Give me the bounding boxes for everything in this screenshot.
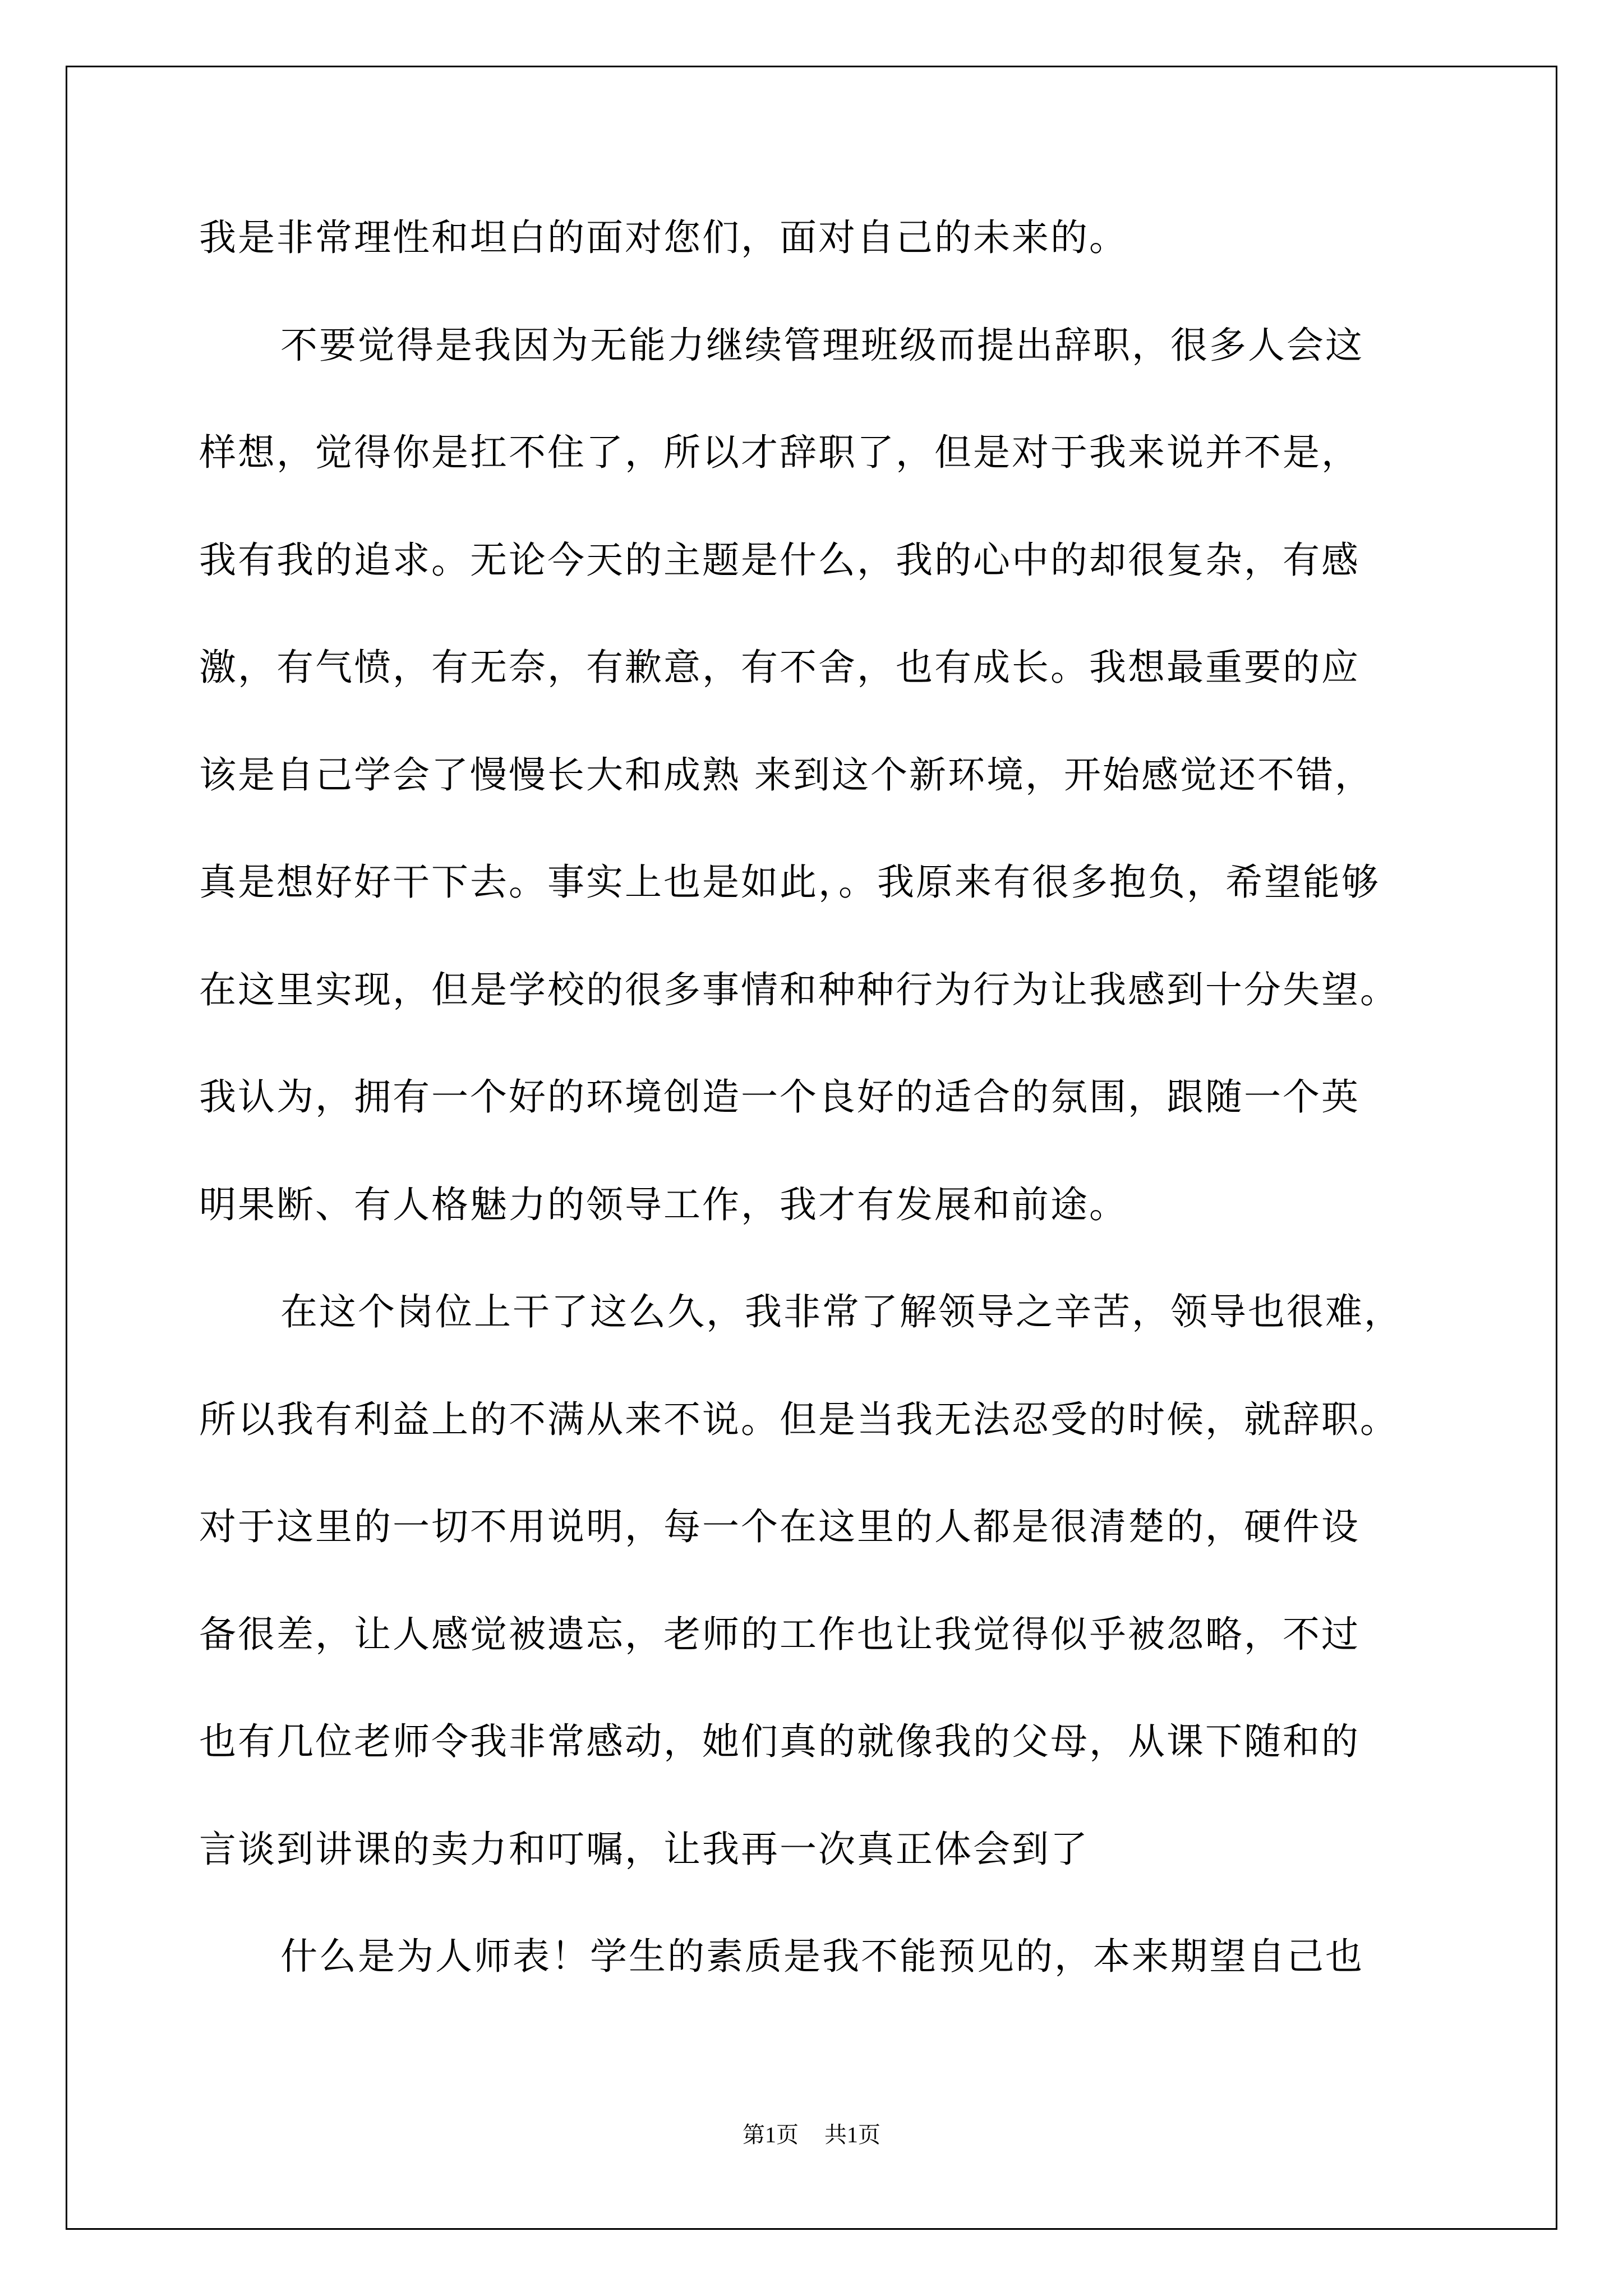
text-line: 也有几位老师令我非常感动，她们真的就像我的父母，从课下随和的 xyxy=(199,1720,1360,1763)
text-line: 样想，觉得你是扛不住了，所以才辞职了，但是对于我来说并不是， xyxy=(199,431,1360,474)
page-border xyxy=(66,66,1557,2230)
text-line: 真是想好好干下去。事实上也是如此，。我原来有很多抱负，希望能够 xyxy=(199,861,1380,904)
page-footer xyxy=(0,2118,1623,2152)
page-number: 第1页 xyxy=(743,2122,799,2147)
text-line: 备很差，让人感觉被遗忘，老师的工作也让我觉得似乎被忽略，不过 xyxy=(199,1613,1360,1656)
text-line: 我认为，拥有一个好的环境创造一个良好的适合的氛围，跟随一个英 xyxy=(199,1075,1360,1119)
text-line: 激，有气愤，有无奈，有歉意，有不舍，也有成长。我想最重要的应 xyxy=(199,646,1360,689)
page-total: 共1页 xyxy=(824,2122,880,2147)
text-line: 在这个岗位上干了这么久，我非常了解领导之辛苦，领导也很难， xyxy=(280,1290,1403,1333)
text-line: 什么是为人师表！学生的素质是我不能预见的，本来期望自己也 xyxy=(280,1935,1364,1978)
text-line: 不要觉得是我因为无能力继续管理班级而提出辞职，很多人会这 xyxy=(280,324,1364,367)
text-line: 在这里实现，但是学校的很多事情和种种行为行为让我感到十分失望。 xyxy=(199,968,1399,1011)
text-line: 该是自己学会了慢慢长大和成熟 来到这个新环境，开始感觉还不错， xyxy=(199,753,1373,797)
text-line: 言谈到讲课的卖力和叮嘱，让我再一次真正体会到了 xyxy=(199,1828,1089,1871)
text-line: 所以我有利益上的不满从来不说。但是当我无法忍受的时候，就辞职。 xyxy=(199,1398,1399,1441)
text-line: 我是非常理性和坦白的面对您们，面对自己的未来的。 xyxy=(199,216,1128,259)
text-line: 对于这里的一切不用说明，每一个在这里的人都是很清楚的，硬件设 xyxy=(199,1505,1360,1548)
text-line: 明果断、有人格魅力的领导工作，我才有发展和前途。 xyxy=(199,1183,1128,1226)
text-line: 我有我的追求。无论今天的主题是什么，我的心中的却很复杂，有感 xyxy=(199,539,1360,582)
